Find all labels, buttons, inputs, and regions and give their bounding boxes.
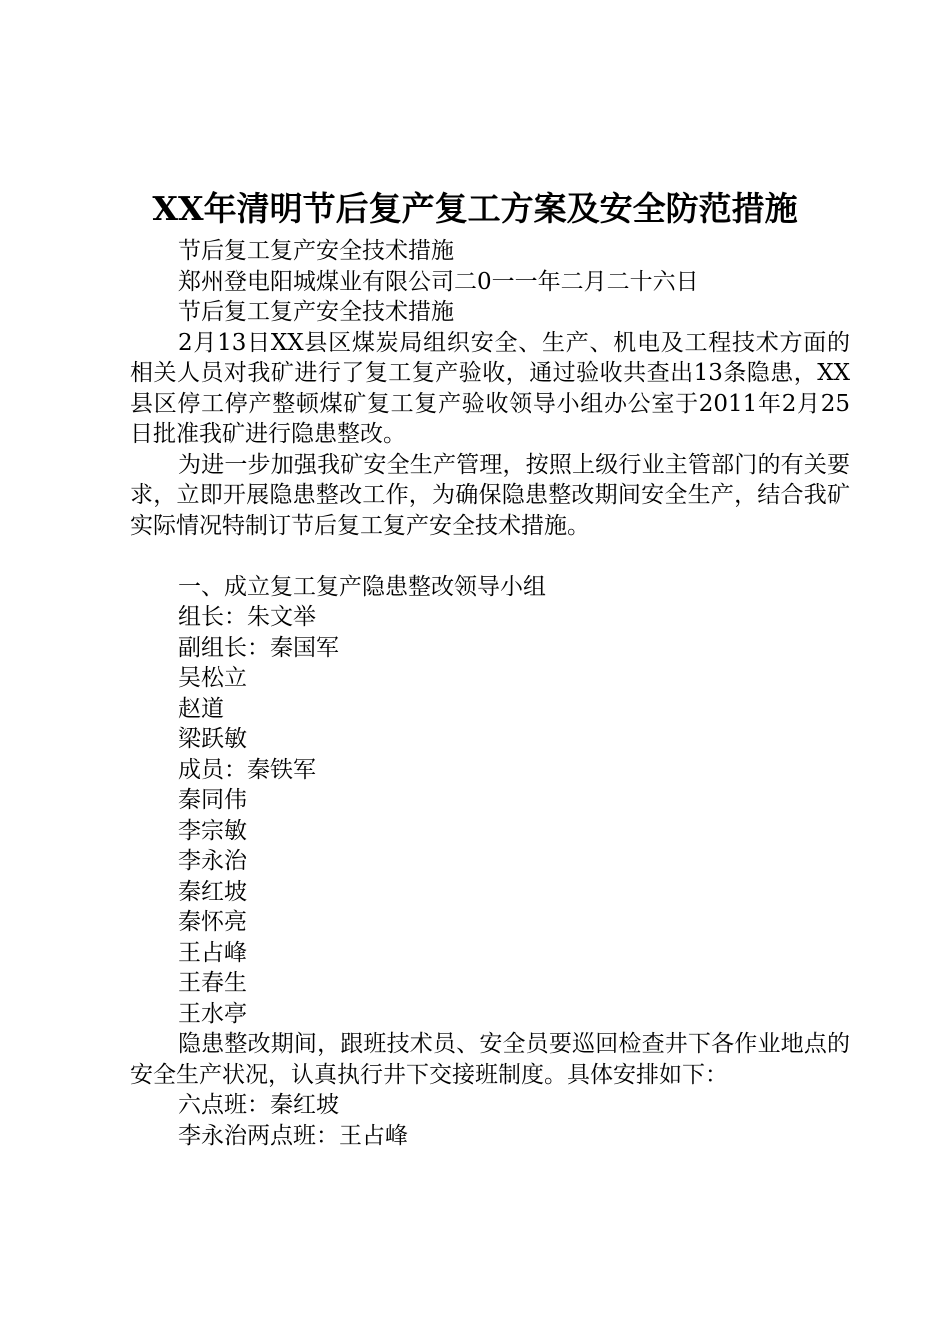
subtitle-repeat: 节后复工复产安全技术措施	[178, 299, 454, 325]
member-name: 王春生	[178, 970, 247, 996]
member-first: 成员：秦铁军	[178, 756, 316, 783]
paragraph-purpose: 为进一步加强我矿安全生产管理，按照上级行业主管部门的有关要求，立即开展隐患整改工作，为确保隐患整改期间安全生产，结合我矿实际情况特制订节后复工复产安全技术措施。	[130, 451, 850, 539]
member-name: 秦怀亮	[178, 909, 247, 935]
member-name: 王占峰	[178, 939, 247, 966]
member-name: 秦同伟	[178, 787, 247, 813]
deputy-name: 赵道	[178, 695, 224, 722]
shift-six: 六点班：秦红坡	[178, 1092, 339, 1118]
member-name: 李宗敏	[178, 817, 247, 844]
document-body	[130, 236, 850, 1151]
paragraph-inspection: 隐患整改期间，跟班技术员、安全员要巡回检查井下各作业地点的安全生产状况，认真执行井下交接班制度。具体安排如下：	[130, 1031, 850, 1088]
member-name: 王水亭	[178, 1000, 247, 1027]
subtitle: 节后复工复产安全技术措施	[178, 238, 454, 264]
paragraph-acceptance: 2月13日XX县区煤炭局组织安全、生产、机电及工程技术方面的相关人员对我矿进行了复工复产验收，通过验收共查出13条隐患，XX县区停工停产整顿煤矿复工复产验收领导小组办公室于2011年2月25日批准我矿进行隐患整改。	[130, 329, 850, 447]
document-title: XX年清明节后复产复工方案及安全防范措施	[152, 189, 798, 228]
deputy-name: 梁跃敏	[178, 726, 247, 752]
section-heading: 一、成立复工复产隐患整改领导小组	[178, 573, 546, 600]
shift-two: 李永治两点班：王占峰	[178, 1122, 408, 1149]
member-name: 李永治	[178, 848, 247, 874]
deputy-name: 吴松立	[178, 665, 247, 691]
issuer-date: 郑州登电阳城煤业有限公司二0一一年二月二十六日	[178, 268, 699, 295]
member-name: 秦红坡	[178, 878, 247, 905]
group-leader: 组长：朱文举	[178, 604, 316, 630]
blank-line	[130, 541, 850, 572]
deputy-leader: 副组长：秦国军	[178, 634, 339, 661]
